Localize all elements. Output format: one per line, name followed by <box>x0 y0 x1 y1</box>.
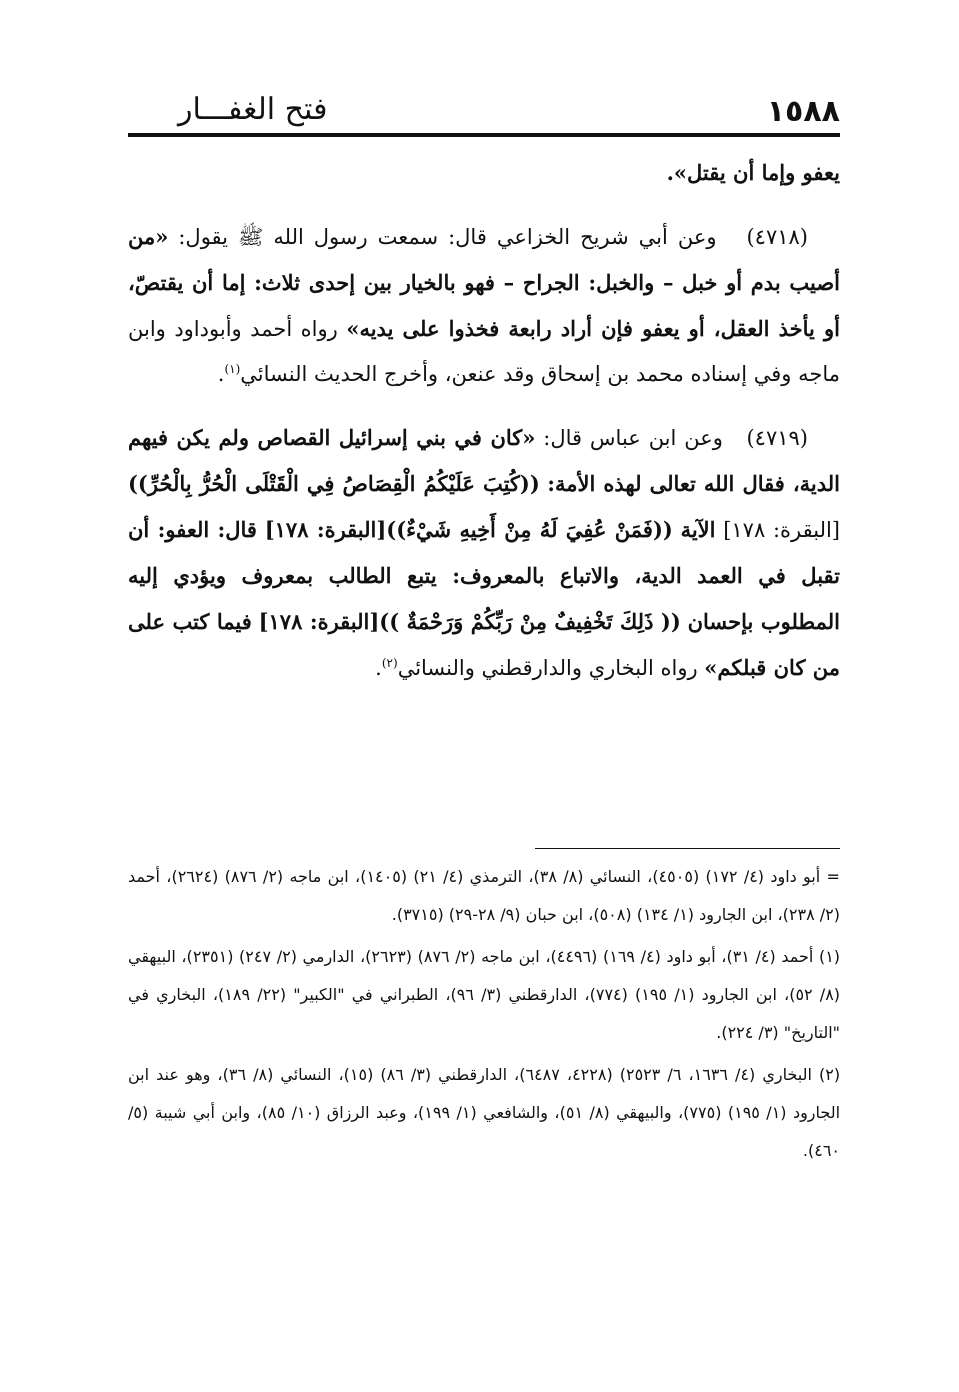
quote-ending: يعفو وإما أن يقتل». <box>666 160 840 185</box>
hadith-4718 <box>128 214 840 397</box>
hadith-intro: وعن ابن عباس قال: <box>543 426 723 450</box>
sentence-end: . <box>375 656 382 680</box>
paragraph-continuation <box>128 150 840 196</box>
sentence-end: . <box>217 362 225 386</box>
hadith-quote-part-a: «كان في بني إسرائيل القصاص ولم يكن فيهم الدية، فقال الله تعالى لهذه الأمة: <box>128 425 840 496</box>
page-number: ١٥٨٨ <box>766 94 840 129</box>
quran-verse-2: ((فَمَنْ عُفِيَ لَهُ مِنْ أَخِيهِ شَيْءٌ)) <box>386 517 673 542</box>
hadith-number: (٤٧١٨) <box>746 225 808 249</box>
footnote-divider <box>535 848 840 849</box>
hadith-intro: وعن أبي شريح الخزاعي قال: سمعت رسول الله ﷺ يقول: <box>178 225 717 249</box>
quran-verse-1: ((كُتِبَ عَلَيْكُمُ الْقِصَاصُ فِي الْقَتْلَى الْحُرُّ بِالْحُرِّ)) <box>128 471 540 496</box>
hadith-number: (٤٧١٩) <box>746 426 808 450</box>
footnote-continued: = أبو داود (٤/ ١٧٢) (٤٥٠٥)، النسائي (٨/ ٣٨)، الترمذي (٤/ ٢١) (١٤٠٥)، ابن ماجه (٢/ ٨٧٦) (٢٦٢٤)، أحمد (٢/ ٢٣٨)، ابن الجارود (١/ ١٣٤) (٥٠٨)، ابن حبان (٩/ ٢٨-٢٩) (٣٧١٥). <box>128 867 840 924</box>
quran-reference-2: [البقرة: ١٧٨] <box>264 517 387 542</box>
hadith-4719 <box>128 415 840 691</box>
book-title: فتح الغفـــار <box>178 92 328 127</box>
quran-reference-3: [البقرة: ١٧٨] <box>258 609 380 634</box>
footnote-ref-1[interactable]: (١) <box>224 362 241 376</box>
hadith-quote-part-b: قال: العفو: أن تقبل في العمد الدية، والاتباع بالمعروف: يتبع الطالب بمعروف ويؤدي إليه المطلوب بإحسان <box>128 517 840 634</box>
footnote-1: (١) أحمد (٤/ ٣١)، أبو داود (٤/ ١٦٩) (٤٤٩٦)، ابن ماجه (٢/ ٨٧٦) (٢٦٢٣)، الدارمي (٢/ ٢٤٧) (٢٣٥١)، البيهقي (٨/ ٥٢)، ابن الجارود (١/ ١٩٥) (٧٧٤)، الدارقطني (٣/ ٩٦)، الطبراني في "الكبير" (٢٢/ ١٨٩)، البخاري في "التاريخ" (٣/ ٢٢٤). <box>128 947 841 1042</box>
footnote-ref-2[interactable]: (٢) <box>381 656 398 670</box>
page-header <box>128 88 840 132</box>
hadith-quote: «من أصيب بدم أو خبل – والخبل: الجراح – فهو بالخيار بين إحدى ثلاث: إما أن يقتصّ، أو يأخذ العقل، أو يعفو فإن أراد رابعة فخذوا على يديه» <box>128 224 840 341</box>
ayah-word: الآية <box>680 517 716 542</box>
hadith-quote-part-c: فيما كتب على من كان قبلكم» <box>128 609 840 680</box>
main-text <box>128 150 840 709</box>
hadith-source: رواه البخاري والدارقطني والنسائي <box>397 656 698 680</box>
quran-verse-3: (( ذَلِكَ تَخْفِيفٌ مِنْ رَبِّكُمْ وَرَحْمَةٌ )) <box>379 609 681 634</box>
hadith-source: رواه أحمد وأبوداود وابن ماجه وفي إسناده محمد بن إسحاق وقد عنعن، وأخرج الحديث النسائي <box>128 317 840 386</box>
footnote-2: (٢) البخاري (٤/ ١٦٣٦، ٦/ ٢٥٢٣) (٤٢٢٨، ٦٤٨٧)، الدارقطني (٣/ ٨٦) (١٥)، النسائي (٨/ ٣٦)، وهو عند ابن الجارود (١/ ١٩٥) (٧٧٥)، والبيهقي (٨/ ٥١)، والشافعي (١/ ١٩٩)، وعبد الرزاق (١٠/ ٨٥)، وابن أبي شيبة (٥/ ٤٦٠). <box>128 1065 841 1160</box>
quran-reference-1: [البقرة: ١٧٨] <box>723 518 841 542</box>
header-divider <box>128 133 840 137</box>
footnotes <box>128 858 840 1174</box>
